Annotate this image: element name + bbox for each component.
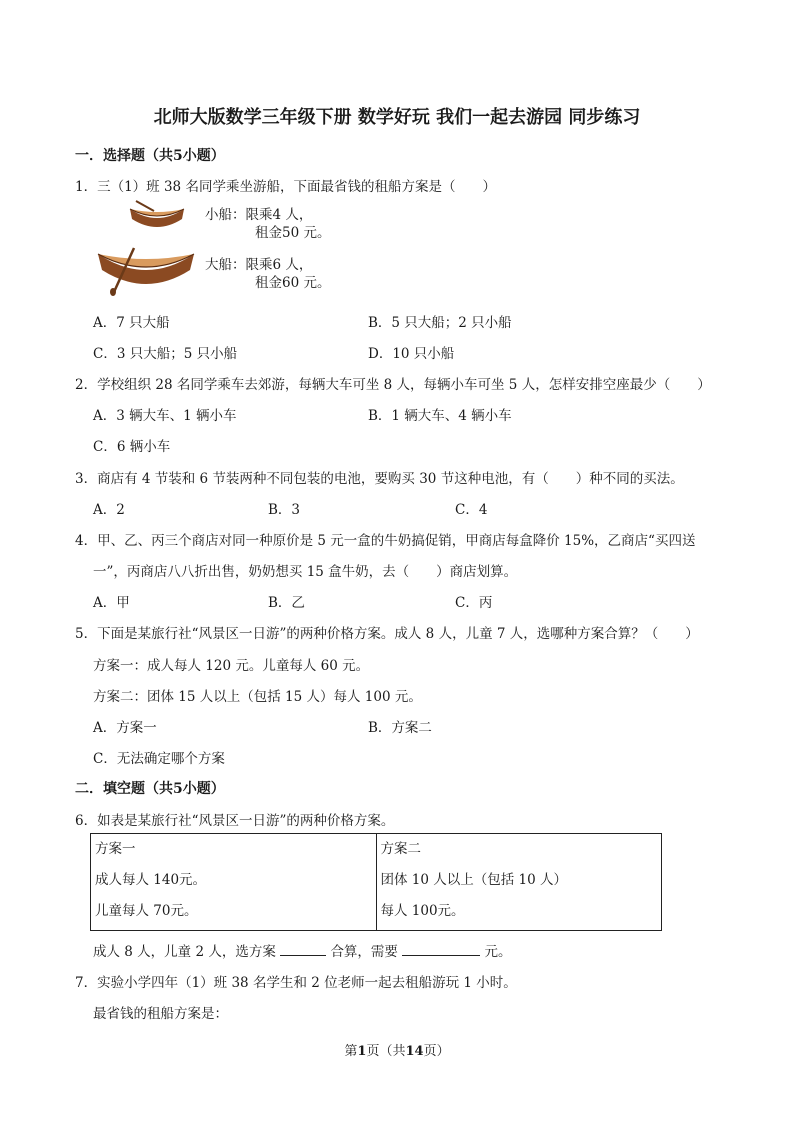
q4-option-c: C．丙 xyxy=(455,595,493,611)
plan-2-cell xyxy=(376,834,662,931)
price-plan-table xyxy=(90,833,662,931)
section-heading-choice: 一．选择题（共5小题） xyxy=(75,148,225,164)
q5-option-a: A．方案一 xyxy=(93,720,157,736)
small-boat-label-2: 租金50 元。 xyxy=(255,225,331,241)
plan-2-price: 每人 100元。 xyxy=(380,903,465,919)
q5-option-c: C．无法确定哪个方案 xyxy=(93,751,225,767)
q1-option-b: B．5 只大船；2 只小船 xyxy=(368,315,512,331)
q2-option-b: B．1 辆大车、4 辆小车 xyxy=(368,408,512,424)
q1-option-d: D．10 只小船 xyxy=(368,346,455,362)
big-boat-label-1: 大船：限乘6 人， xyxy=(205,257,313,273)
q1-option-a: A．7 只大船 xyxy=(93,315,170,331)
q1-option-c: C．3 只大船；5 只小船 xyxy=(93,346,238,362)
small-boat-image xyxy=(128,197,186,233)
question-2-stem: 2．学校组织 28 名同学乘车去郊游，每辆大车可坐 8 人，每辆小车可坐 5 人，怎样安排空座最少（ ） xyxy=(75,377,711,393)
footer-text-2: 页（共 xyxy=(366,1044,406,1059)
plan-1-title: 方案一 xyxy=(95,841,136,857)
question-5-stem: 5．下面是某旅行社“风景区一日游”的两种价格方案。成人 8 人，儿童 7 人，选哪种方案合算？（ ） xyxy=(75,626,699,642)
big-boat-image xyxy=(94,240,198,296)
plan-2-group: 团体 10 人以上（包括 10 人） xyxy=(380,872,568,888)
q4-option-b: B．乙 xyxy=(268,595,305,611)
q6-fill-text-1: 成人 8 人，儿童 2 人，选方案 xyxy=(93,944,276,960)
q3-option-c: C．4 xyxy=(455,502,488,518)
plan-1-child: 儿童每人 70元。 xyxy=(95,903,198,919)
question-3-stem: 3．商店有 4 节装和 6 节装两种不同包装的电池，要购买 30 节这种电池，有（ ）种不同的买法。 xyxy=(75,471,684,487)
question-7-stem: 7．实验小学四年（1）班 38 名学生和 2 位老师一起去租船游玩 1 小时。 xyxy=(75,975,517,991)
question-4-stem-line2: 一”，丙商店八八折出售，奶奶想买 15 盒牛奶，去（ ）商店划算。 xyxy=(93,564,518,580)
q5-option-b: B．方案二 xyxy=(368,720,432,736)
question-1-stem: 1．三（1）班 38 名同学乘坐游船，下面最省钱的租船方案是（ ） xyxy=(75,179,496,195)
q6-fill-text-3: 元。 xyxy=(484,944,512,960)
small-boat-label-1: 小船：限乘4 人， xyxy=(205,207,313,223)
q6-blank-plan[interactable] xyxy=(280,941,326,956)
page-footer xyxy=(0,1040,794,1059)
plan-2-title: 方案二 xyxy=(380,841,421,857)
q5-plan-1: 方案一：成人每人 120 元。儿童每人 60 元。 xyxy=(93,658,370,674)
question-6-stem: 6．如表是某旅行社“风景区一日游”的两种价格方案。 xyxy=(75,813,395,829)
footer-total-pages: 14 xyxy=(405,1044,424,1059)
q3-option-a: A．2 xyxy=(93,502,125,518)
section-heading-fill: 二．填空题（共5小题） xyxy=(75,781,225,797)
plan-1-cell xyxy=(91,834,377,931)
q6-blank-cost[interactable] xyxy=(402,941,480,956)
page-title: 北师大版数学三年级下册 数学好玩 我们一起去游园 同步练习 xyxy=(153,107,641,128)
footer-text-3: 页） xyxy=(423,1044,450,1059)
q5-plan-2: 方案二：团体 15 人以上（包括 15 人）每人 100 元。 xyxy=(93,689,422,705)
q2-option-c: C．6 辆小车 xyxy=(93,439,171,455)
q4-option-a: A．甲 xyxy=(93,595,130,611)
question-4-stem-line1: 4．甲、乙、丙三个商店对同一种原价是 5 元一盒的牛奶搞促销，甲商店每盒降价 15%，乙商店“买四送 xyxy=(75,533,696,549)
big-boat-label-2: 租金60 元。 xyxy=(255,275,331,291)
q6-fill-line xyxy=(93,940,512,960)
footer-page-number: 1 xyxy=(357,1044,367,1059)
plan-1-adult: 成人每人 140元。 xyxy=(95,872,207,888)
q6-fill-text-2: 合算，需要 xyxy=(330,944,398,960)
q3-option-b: B．3 xyxy=(268,502,301,518)
q2-option-a: A．3 辆大车、1 辆小车 xyxy=(93,408,237,424)
question-7-line2: 最省钱的租船方案是： xyxy=(93,1006,228,1022)
footer-text-1: 第 xyxy=(344,1044,358,1059)
